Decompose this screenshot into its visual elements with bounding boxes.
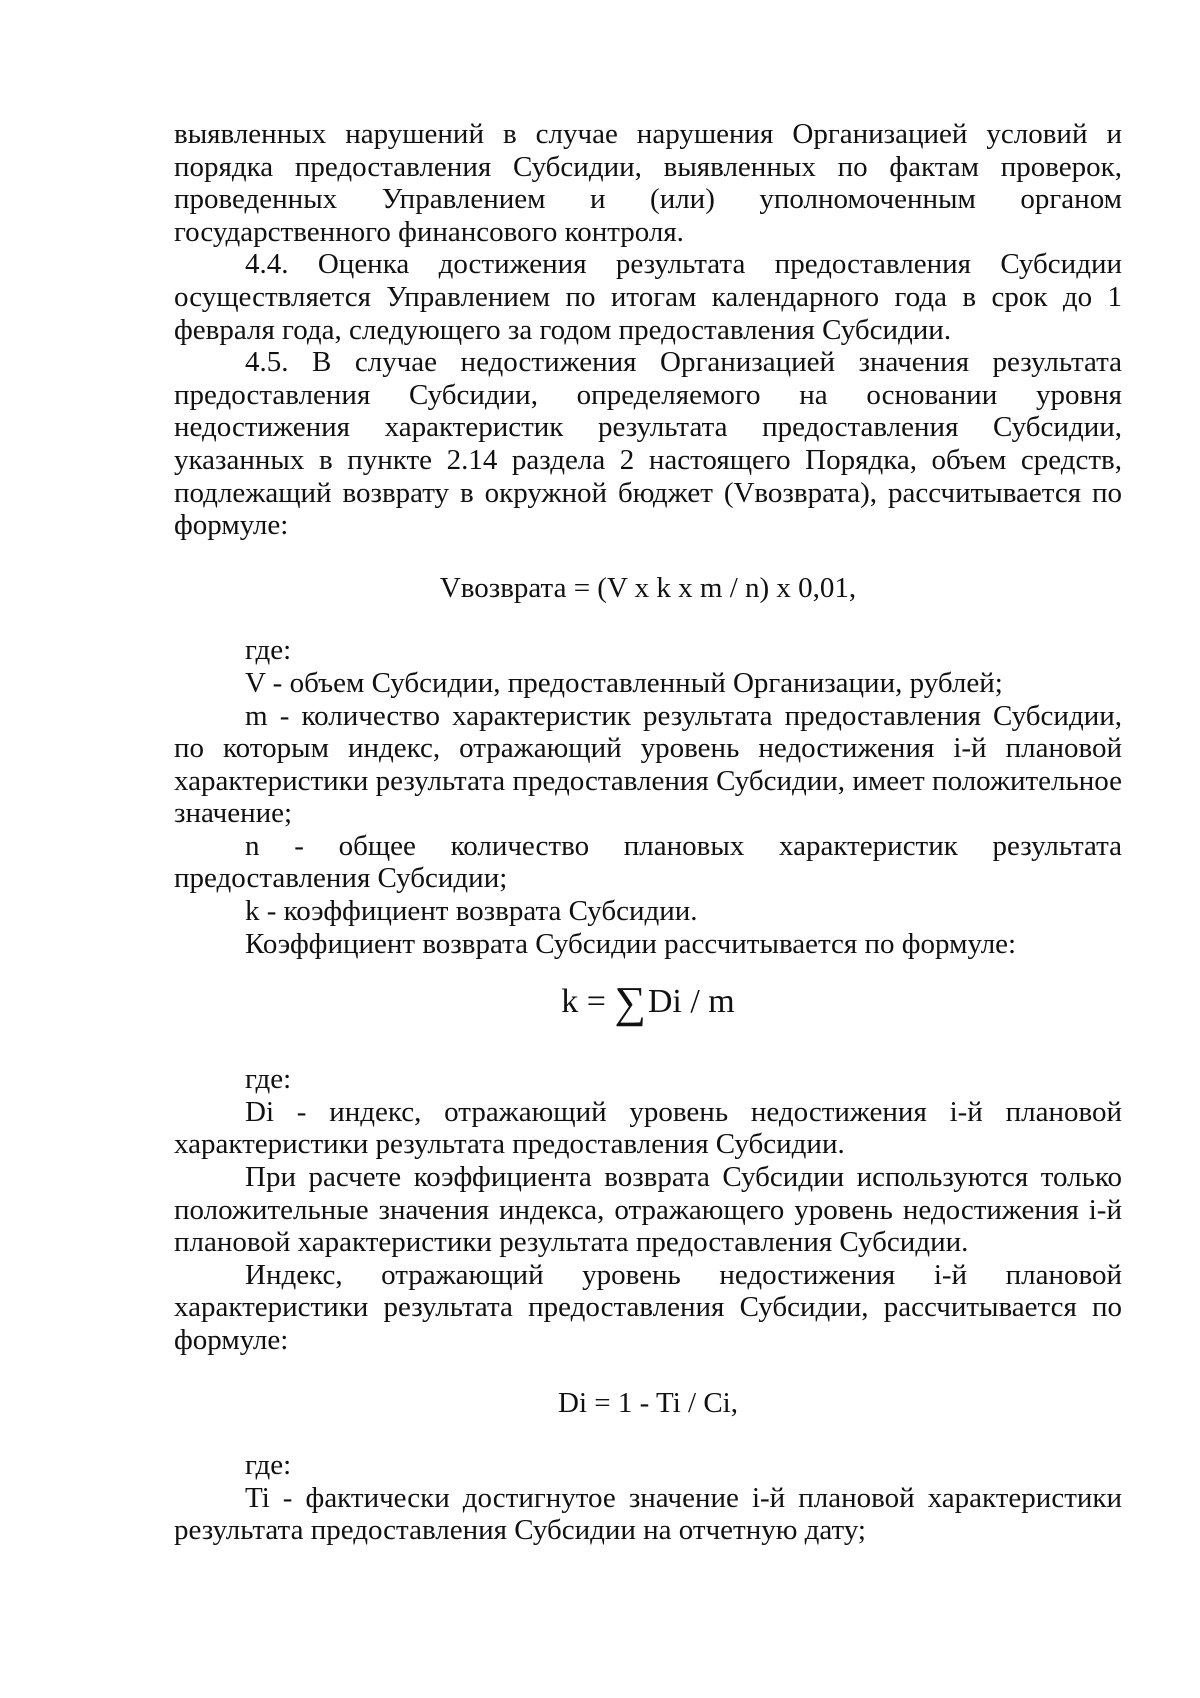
where-label-2: где: (245, 1063, 292, 1096)
definition-ti: Ti - фактически достигнутое значение i-й плановой характеристики результата предоставления Субсидии на отчетную дату; (174, 1481, 1122, 1547)
formula-k-left: k = (561, 983, 606, 1021)
formula-di: Di = 1 - Ti / Ci, (558, 1386, 738, 1419)
definition-m: m - количество характеристик результата предоставления Субсидии, по которым индекс, отражающий уровень недостижения i-й плановой характеристики результата предоставления Субсидии, имеет положительное значение; (174, 699, 1122, 830)
definition-v: V - объем Субсидии, предоставленный Организации, рублей; (245, 666, 1003, 699)
formula-k-right: Di / m (647, 983, 735, 1021)
where-label-3: где: (245, 1449, 292, 1482)
definition-n: n - общее количество плановых характеристик результата предоставления Субсидии; (174, 829, 1122, 895)
definition-di: Di - индекс, отражающий уровень недостижения i-й плановой характеристики результата предоставления Субсидии. (174, 1095, 1122, 1161)
paragraph-4-5: 4.5. В случае недостижения Организацией значения результата предоставления Субсидии, определяемого на основании уровня недостижения характеристик результата предоставления Субсидии, указанных в пункте 2.14 раздела 2 настоящего Порядка, объем средств, подлежащий возврату в окружной бюджет (Vвозврата), рассчитывается по формуле: (174, 346, 1122, 542)
definition-k: k - коэффициент возврата Субсидии. (245, 895, 698, 928)
paragraph-positive-values: При расчете коэффициента возврата Субсидии используются только положительные значения индекса, отражающего уровень недостижения i-й плановой характеристики результата предоставления Субсидии. (174, 1161, 1122, 1259)
sum-symbol: ∑ (614, 978, 646, 1028)
k-formula-intro: Коэффициент возврата Субсидии рассчитывается по формуле: (245, 927, 1017, 960)
paragraph-index: Индекс, отражающий уровень недостижения i-й плановой характеристики результата предоставления Субсидии, рассчитывается по формуле: (174, 1258, 1122, 1356)
paragraph-4-4: 4.4. Оценка достижения результата предоставления Субсидии осуществляется Управлением по итогам календарного года в срок до 1 февраля года, следующего за годом предоставления Субсидии. (174, 248, 1122, 346)
formula-coefficient-k (174, 972, 1122, 1033)
paragraph-violations: выявленных нарушений в случае нарушения Организацией условий и порядка предоставления Субсидии, выявленных по фактам проверок, проведенных Управлением и (или) уполномоченным органом государственного финансового контроля. (174, 118, 1122, 248)
formula-refund-volume: Vвозврата = (V x k x m / n) x 0,01, (439, 571, 857, 604)
document-page (174, 118, 1122, 1547)
where-label-1: где: (245, 634, 292, 667)
